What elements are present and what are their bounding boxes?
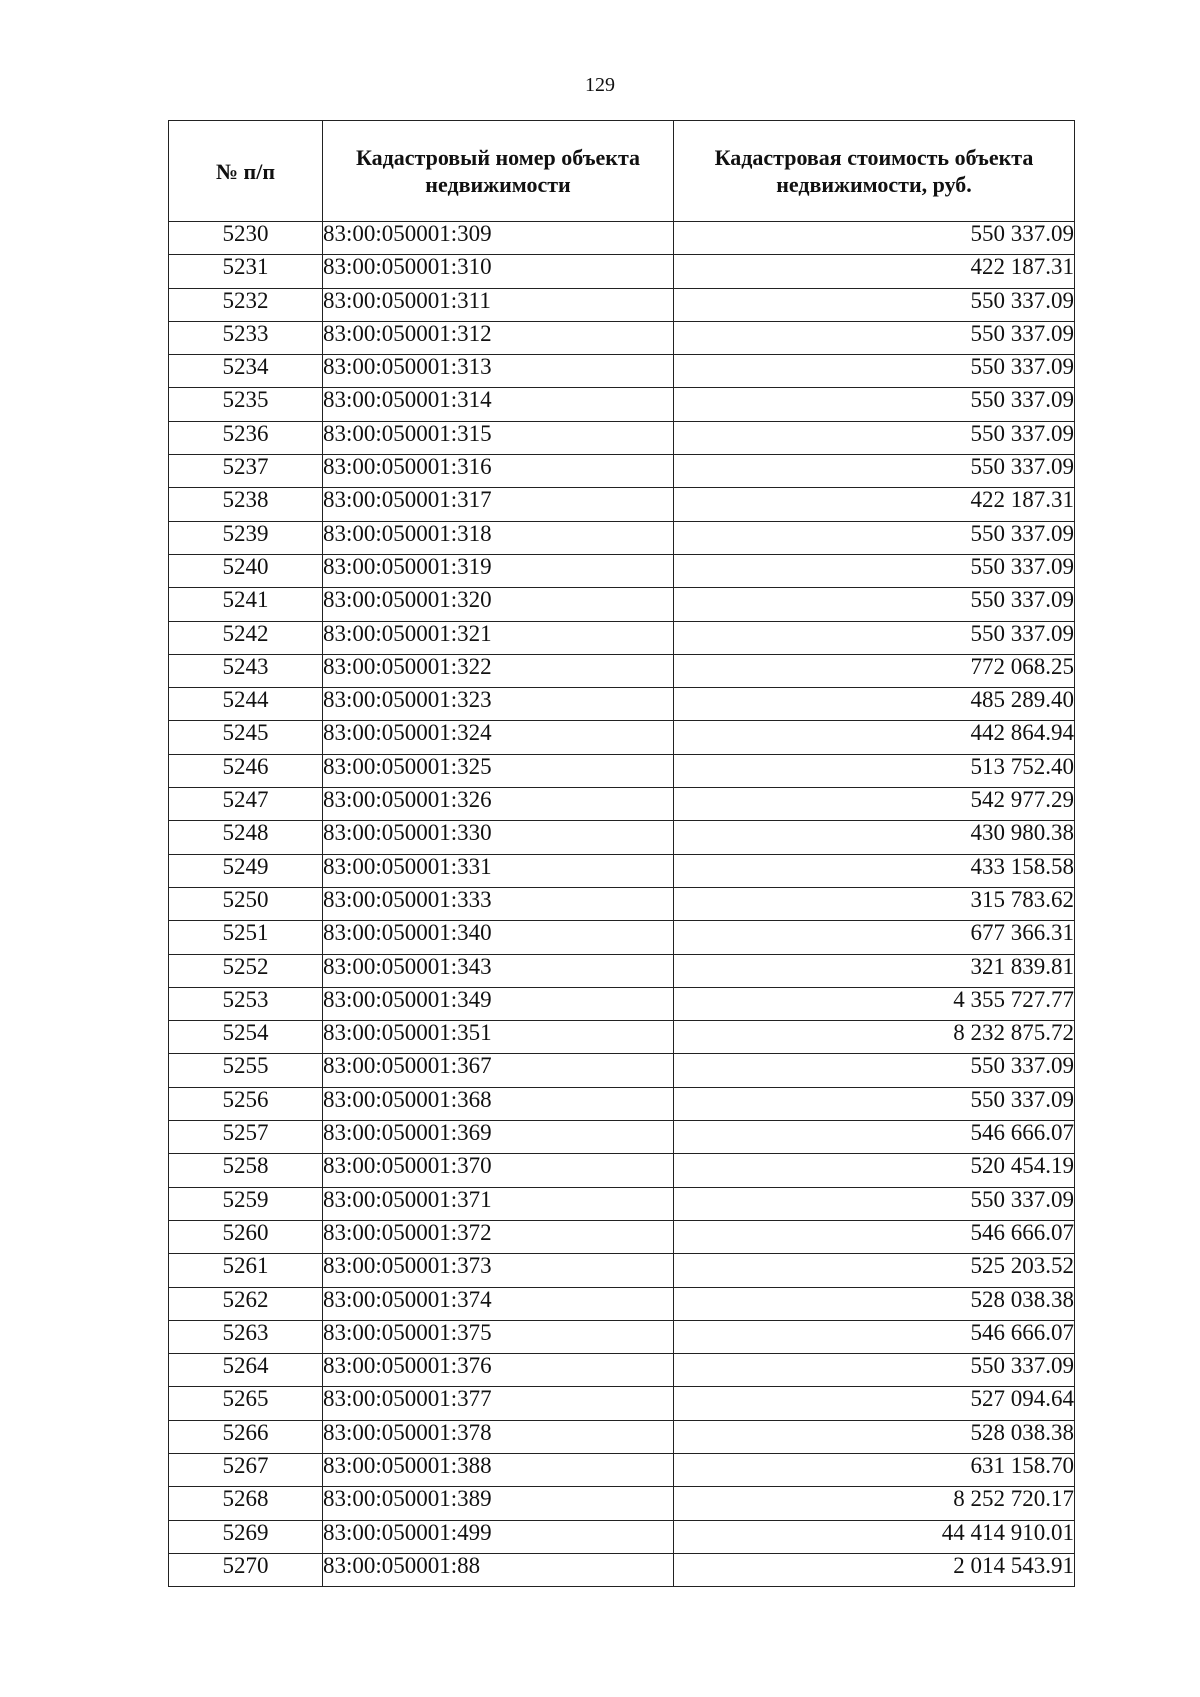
row-number-cell: 5230: [169, 222, 323, 255]
row-number-cell: 5232: [169, 288, 323, 321]
cadastral-number-cell: 83:00:050001:370: [323, 1154, 674, 1187]
row-number-cell: 5255: [169, 1054, 323, 1087]
table-row: [169, 1453, 1075, 1486]
row-number-cell: 5240: [169, 554, 323, 587]
row-number-cell: 5262: [169, 1287, 323, 1320]
cadastral-value-cell: 550 337.09: [674, 1087, 1075, 1120]
table-row: [169, 621, 1075, 654]
cadastral-number-cell: 83:00:050001:378: [323, 1420, 674, 1453]
row-number-cell: 5246: [169, 754, 323, 787]
row-number-cell: 5243: [169, 654, 323, 687]
row-number-cell: 5241: [169, 588, 323, 621]
table-row: [169, 1220, 1075, 1253]
table-row: [169, 1520, 1075, 1553]
cadastral-value-cell: 550 337.09: [674, 288, 1075, 321]
cadastral-number-cell: 83:00:050001:373: [323, 1254, 674, 1287]
cadastral-number-cell: 83:00:050001:369: [323, 1121, 674, 1154]
cadastral-number-cell: 83:00:050001:343: [323, 954, 674, 987]
cadastral-value-cell: 550 337.09: [674, 554, 1075, 587]
cadastral-value-cell: 550 337.09: [674, 1187, 1075, 1220]
cadastral-number-cell: 83:00:050001:316: [323, 455, 674, 488]
row-number-cell: 5259: [169, 1187, 323, 1220]
cadastral-value-cell: 550 337.09: [674, 388, 1075, 421]
table-row: [169, 1420, 1075, 1453]
table-row: [169, 388, 1075, 421]
row-number-cell: 5247: [169, 788, 323, 821]
table-row: [169, 421, 1075, 454]
cadastral-number-cell: 83:00:050001:317: [323, 488, 674, 521]
row-number-cell: 5233: [169, 321, 323, 354]
cadastral-value-cell: 321 839.81: [674, 954, 1075, 987]
table-row: [169, 1254, 1075, 1287]
table-row: [169, 1553, 1075, 1586]
cadastral-number-cell: 83:00:050001:314: [323, 388, 674, 421]
cadastral-value-cell: 550 337.09: [674, 521, 1075, 554]
cadastral-value-cell: 550 337.09: [674, 621, 1075, 654]
cadastral-value-cell: 550 337.09: [674, 455, 1075, 488]
cadastral-value-cell: 4 355 727.77: [674, 987, 1075, 1020]
cadastral-number-cell: 83:00:050001:377: [323, 1387, 674, 1420]
row-number-cell: 5238: [169, 488, 323, 521]
cadastral-value-cell: 542 977.29: [674, 788, 1075, 821]
row-number-cell: 5236: [169, 421, 323, 454]
table-row: [169, 1387, 1075, 1420]
cadastral-value-cell: 8 252 720.17: [674, 1487, 1075, 1520]
table-row: [169, 721, 1075, 754]
row-number-cell: 5244: [169, 688, 323, 721]
cadastral-number-cell: 83:00:050001:331: [323, 854, 674, 887]
cadastral-value-cell: 772 068.25: [674, 654, 1075, 687]
cadastral-value-cell: 527 094.64: [674, 1387, 1075, 1420]
cadastral-number-cell: 83:00:050001:389: [323, 1487, 674, 1520]
table-row: [169, 488, 1075, 521]
cadastral-value-cell: 422 187.31: [674, 488, 1075, 521]
table-row: [169, 355, 1075, 388]
table-row: [169, 654, 1075, 687]
row-number-cell: 5253: [169, 987, 323, 1020]
cadastral-number-cell: 83:00:050001:309: [323, 222, 674, 255]
cadastral-number-cell: 83:00:050001:313: [323, 355, 674, 388]
cadastral-value-cell: 550 337.09: [674, 1354, 1075, 1387]
cadastral-number-cell: 83:00:050001:323: [323, 688, 674, 721]
table-row: [169, 455, 1075, 488]
table-row: [169, 821, 1075, 854]
table-row: [169, 321, 1075, 354]
row-number-cell: 5242: [169, 621, 323, 654]
row-number-cell: 5245: [169, 721, 323, 754]
cadastral-number-cell: 83:00:050001:326: [323, 788, 674, 821]
cadastral-value-cell: 546 666.07: [674, 1320, 1075, 1353]
cadastral-number-cell: 83:00:050001:325: [323, 754, 674, 787]
cadastral-number-cell: 83:00:050001:312: [323, 321, 674, 354]
cadastral-number-cell: 83:00:050001:499: [323, 1520, 674, 1553]
row-number-cell: 5254: [169, 1021, 323, 1054]
row-number-cell: 5235: [169, 388, 323, 421]
cadastral-number-cell: 83:00:050001:368: [323, 1087, 674, 1120]
row-number-cell: 5248: [169, 821, 323, 854]
cadastral-value-cell: 422 187.31: [674, 255, 1075, 288]
table-row: [169, 788, 1075, 821]
table-row: [169, 754, 1075, 787]
cadastral-value-cell: 550 337.09: [674, 1054, 1075, 1087]
cadastral-value-cell: 2 014 543.91: [674, 1553, 1075, 1586]
cadastral-value-cell: 528 038.38: [674, 1287, 1075, 1320]
cadastral-number-cell: 83:00:050001:349: [323, 987, 674, 1020]
cadastral-number-cell: 83:00:050001:367: [323, 1054, 674, 1087]
cadastral-number-cell: 83:00:050001:333: [323, 887, 674, 920]
cadastral-value-cell: 546 666.07: [674, 1121, 1075, 1154]
cadastral-number-cell: 83:00:050001:388: [323, 1453, 674, 1486]
cadastral-number-cell: 83:00:050001:318: [323, 521, 674, 554]
cadastral-number-cell: 83:00:050001:320: [323, 588, 674, 621]
cadastral-number-cell: 83:00:050001:372: [323, 1220, 674, 1253]
cadastral-value-cell: 442 864.94: [674, 721, 1075, 754]
table-row: [169, 1087, 1075, 1120]
cadastral-value-cell: 550 337.09: [674, 421, 1075, 454]
table-header: [169, 121, 1075, 222]
table-row: [169, 854, 1075, 887]
cadastral-number-cell: 83:00:050001:319: [323, 554, 674, 587]
table-row: [169, 1487, 1075, 1520]
row-number-cell: 5256: [169, 1087, 323, 1120]
table-row: [169, 688, 1075, 721]
cadastral-number-cell: 83:00:050001:371: [323, 1187, 674, 1220]
table-row: [169, 588, 1075, 621]
table-row: [169, 1154, 1075, 1187]
cadastral-number-cell: 83:00:050001:340: [323, 921, 674, 954]
cadastral-number-cell: 83:00:050001:310: [323, 255, 674, 288]
cadastral-value-cell: 8 232 875.72: [674, 1021, 1075, 1054]
cadastral-number-cell: 83:00:050001:375: [323, 1320, 674, 1353]
row-number-cell: 5249: [169, 854, 323, 887]
page-number: 129: [585, 74, 615, 96]
cadastral-number-cell: 83:00:050001:376: [323, 1354, 674, 1387]
row-number-cell: 5231: [169, 255, 323, 288]
row-number-cell: 5237: [169, 455, 323, 488]
table-row: [169, 1187, 1075, 1220]
table-row: [169, 1021, 1075, 1054]
table-row: [169, 1354, 1075, 1387]
row-number-cell: 5261: [169, 1254, 323, 1287]
cadastral-number-cell: 83:00:050001:374: [323, 1287, 674, 1320]
table-row: [169, 887, 1075, 920]
table-row: [169, 1121, 1075, 1154]
cadastral-value-table: [168, 120, 1075, 1587]
row-number-cell: 5258: [169, 1154, 323, 1187]
row-number-cell: 5270: [169, 1553, 323, 1586]
cadastral-value-cell: 315 783.62: [674, 887, 1075, 920]
column-header-cadastral-value: Кадастровая стоимость объекта недвижимости, руб.: [674, 121, 1075, 222]
cadastral-value-cell: 485 289.40: [674, 688, 1075, 721]
cadastral-value-cell: 546 666.07: [674, 1220, 1075, 1253]
column-header-cadastral-number: Кадастровый номер объекта недвижимости: [323, 121, 674, 222]
row-number-cell: 5250: [169, 887, 323, 920]
cadastral-value-cell: 520 454.19: [674, 1154, 1075, 1187]
row-number-cell: 5264: [169, 1354, 323, 1387]
table-row: [169, 521, 1075, 554]
cadastral-value-cell: 528 038.38: [674, 1420, 1075, 1453]
table-row: [169, 255, 1075, 288]
column-header-row-number: № п/п: [169, 121, 323, 222]
table-header-row: [169, 121, 1075, 222]
row-number-cell: 5257: [169, 1121, 323, 1154]
row-number-cell: 5269: [169, 1520, 323, 1553]
row-number-cell: 5234: [169, 355, 323, 388]
cadastral-value-cell: 430 980.38: [674, 821, 1075, 854]
cadastral-value-cell: 550 337.09: [674, 588, 1075, 621]
row-number-cell: 5268: [169, 1487, 323, 1520]
row-number-cell: 5266: [169, 1420, 323, 1453]
row-number-cell: 5252: [169, 954, 323, 987]
cadastral-number-cell: 83:00:050001:330: [323, 821, 674, 854]
table-row: [169, 921, 1075, 954]
row-number-cell: 5267: [169, 1453, 323, 1486]
cadastral-number-cell: 83:00:050001:322: [323, 654, 674, 687]
row-number-cell: 5265: [169, 1387, 323, 1420]
row-number-cell: 5263: [169, 1320, 323, 1353]
cadastral-value-cell: 525 203.52: [674, 1254, 1075, 1287]
table-row: [169, 1287, 1075, 1320]
row-number-cell: 5239: [169, 521, 323, 554]
cadastral-value-cell: 631 158.70: [674, 1453, 1075, 1486]
cadastral-value-cell: 433 158.58: [674, 854, 1075, 887]
cadastral-number-cell: 83:00:050001:321: [323, 621, 674, 654]
table-row: [169, 222, 1075, 255]
cadastral-number-cell: 83:00:050001:324: [323, 721, 674, 754]
row-number-cell: 5260: [169, 1220, 323, 1253]
table-row: [169, 1320, 1075, 1353]
cadastral-number-cell: 83:00:050001:88: [323, 1553, 674, 1586]
cadastral-value-cell: 550 337.09: [674, 355, 1075, 388]
table-row: [169, 288, 1075, 321]
table-row: [169, 554, 1075, 587]
cadastral-number-cell: 83:00:050001:315: [323, 421, 674, 454]
cadastral-value-cell: 677 366.31: [674, 921, 1075, 954]
table-row: [169, 1054, 1075, 1087]
cadastral-value-cell: 550 337.09: [674, 222, 1075, 255]
table-body: [169, 222, 1075, 1587]
cadastral-value-cell: 44 414 910.01: [674, 1520, 1075, 1553]
table-row: [169, 987, 1075, 1020]
cadastral-value-cell: 513 752.40: [674, 754, 1075, 787]
cadastral-value-cell: 550 337.09: [674, 321, 1075, 354]
cadastral-number-cell: 83:00:050001:311: [323, 288, 674, 321]
cadastral-number-cell: 83:00:050001:351: [323, 1021, 674, 1054]
table-row: [169, 954, 1075, 987]
row-number-cell: 5251: [169, 921, 323, 954]
